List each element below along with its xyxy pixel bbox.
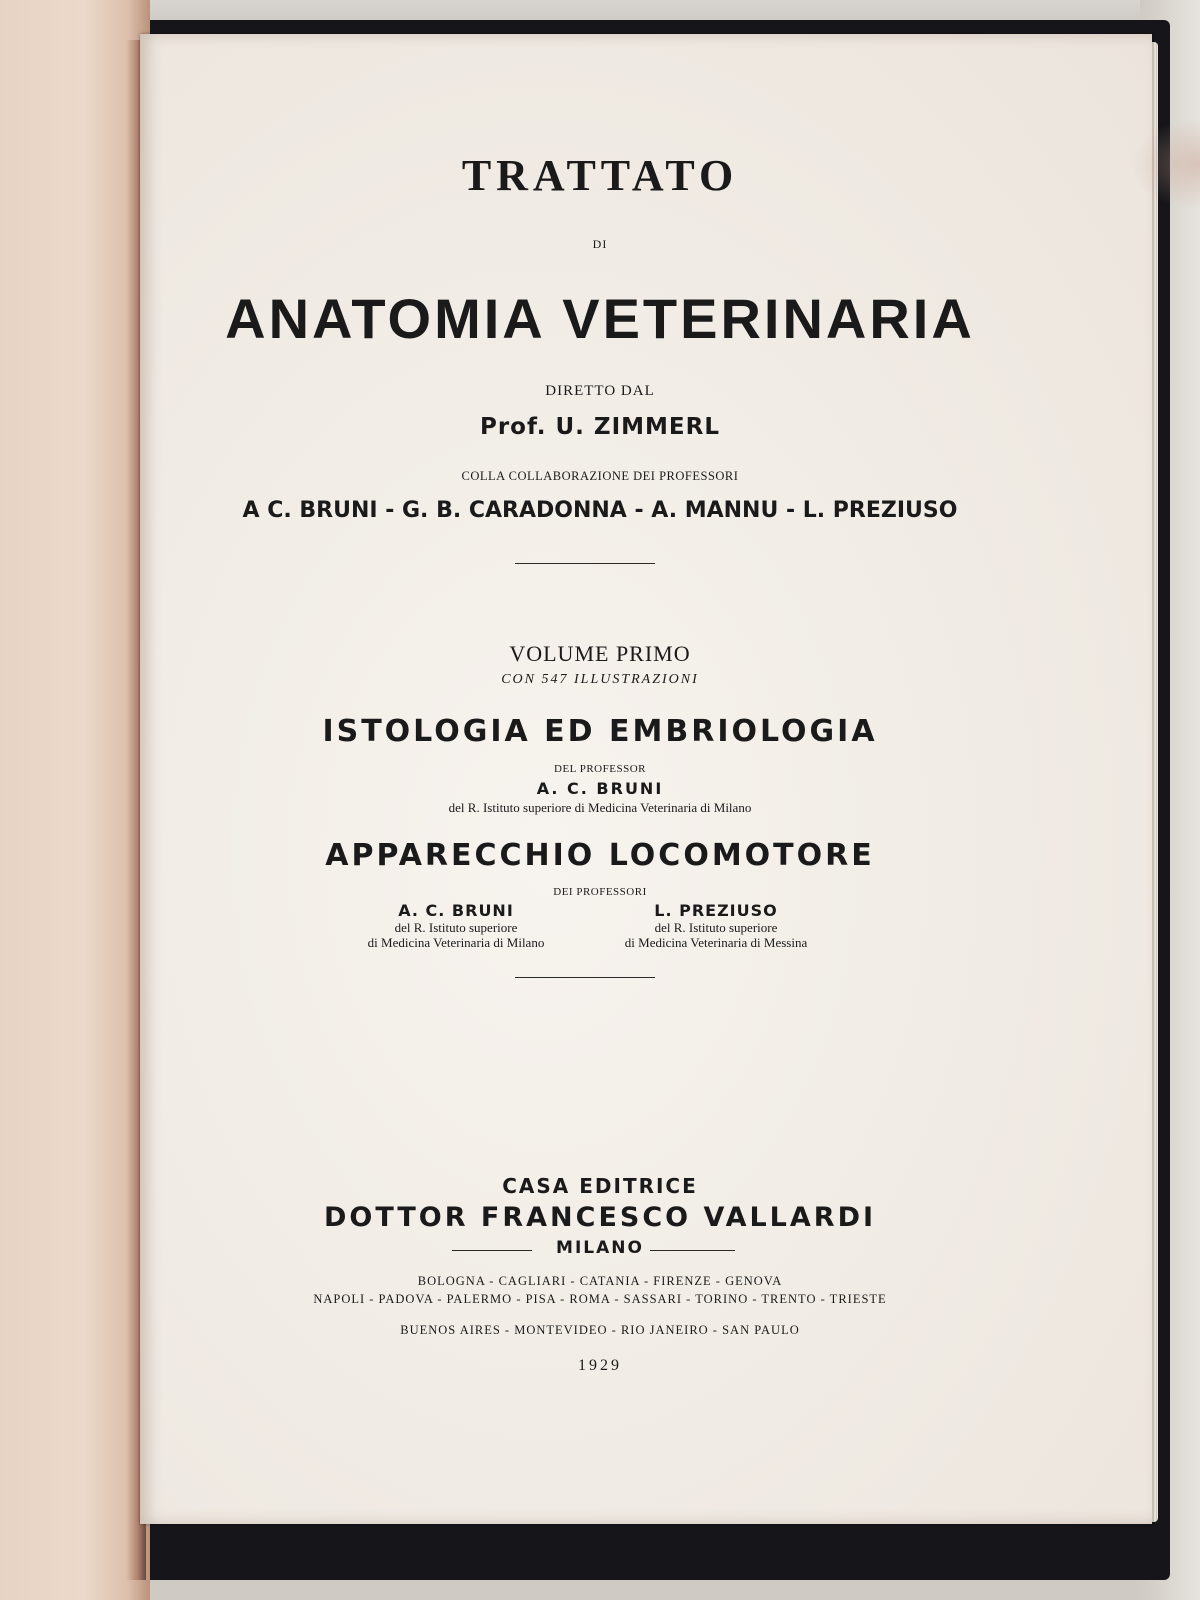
publisher-city: MILANO [556, 1238, 644, 1258]
section-title-locomotor: APPARECCHIO LOCOMOTORE [325, 838, 875, 873]
section-by-label: DEL PROFESSOR [554, 763, 646, 775]
divider-rule [650, 1250, 735, 1251]
section-title-histology: ISTOLOGIA ED EMBRIOLOGIA [322, 714, 878, 749]
collaboration-label: COLLA COLLABORAZIONE DEI PROFESSORI [461, 469, 739, 483]
branch-cities-line: NAPOLI - PADOVA - PALERMO - PISA - ROMA - SASSARI - TORINO - TRENTO - TRIESTE [313, 1292, 887, 1306]
author-name: L. PREZIUSO [654, 901, 778, 920]
book-title-connector: DI [592, 237, 608, 251]
branch-cities-line: BUENOS AIRES - MONTEVIDEO - RIO JANEIRO - SAN PAULO [400, 1323, 800, 1337]
section-author: A. C. BRUNI [536, 779, 664, 798]
author-affiliation-line: di Medicina Veterinaria di Messina [624, 935, 808, 950]
publication-year: 1929 [578, 1357, 622, 1374]
section-by-label: DEI PROFESSORI [553, 886, 647, 898]
author-affiliation-line: del R. Istituto superiore [394, 920, 518, 935]
publisher-label: CASA EDITRICE [502, 1174, 698, 1198]
publisher-name: DOTTOR FRANCESCO VALLARDI [323, 1202, 877, 1233]
author-column [306, 901, 606, 950]
author-affiliation-line: del R. Istituto superiore [654, 920, 778, 935]
book-title-line2: ANATOMIA VETERINARIA [225, 287, 975, 350]
volume-label: VOLUME PRIMO [509, 641, 691, 666]
section-author-affiliation: del R. Istituto superiore di Medicina Veterinaria di Milano [448, 800, 752, 815]
director-name: Prof. U. ZIMMERL [479, 414, 720, 440]
book-title-line1: TRATTATO [461, 151, 739, 200]
branch-cities-line: BOLOGNA - CAGLIARI - CATANIA - FIRENZE - GENOVA [417, 1274, 783, 1288]
author-affiliation-line: di Medicina Veterinaria di Milano [367, 935, 545, 950]
collaborators-line: A C. BRUNI - G. B. CARADONNA - A. MANNU - L. PREZIUSO [242, 498, 958, 523]
illustrations-count: CON 547 ILLUSTRAZIONI [501, 672, 699, 687]
divider-rule [515, 977, 655, 978]
directed-by-label: DIRETTO DAL [545, 383, 655, 399]
author-column [566, 901, 866, 950]
divider-rule [515, 563, 655, 564]
author-name: A. C. BRUNI [398, 901, 514, 920]
